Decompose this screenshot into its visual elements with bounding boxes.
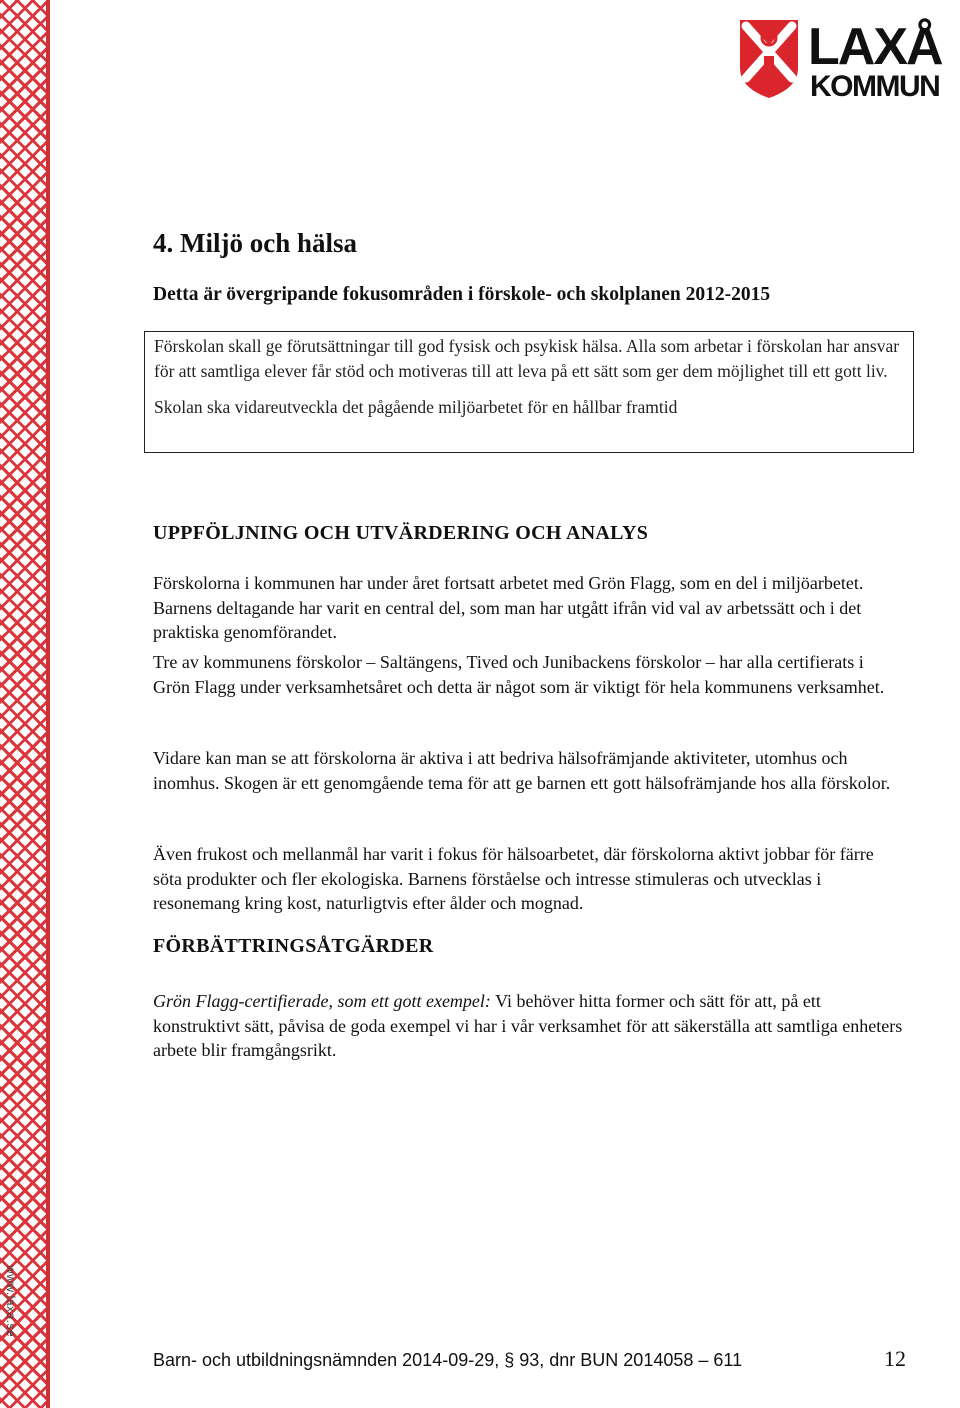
logo-line2: KOMMUN bbox=[810, 70, 940, 102]
focus-line-1: Förskolan skall ge förutsättningar till god fysisk och psykisk hälsa. Alla som arbetar i förskolan har ansvar för att samtliga elever får stöd och motiveras till att leva på ett sätt som ger dem möjlighet till ett gott liv. bbox=[154, 336, 900, 381]
logo-line1: LAXÅ bbox=[808, 18, 942, 76]
followup-paragraph-1: Förskolorna i kommunen har under året fortsatt arbetet med Grön Flagg, som en del i miljöarbetet. Barnens deltagande har varit en central del, som man har utgått ifrån vid val av arbetssätt och i det praktiska genomförandet. bbox=[153, 573, 864, 642]
improvements-paragraph bbox=[153, 989, 905, 1063]
laxa-kommun-logo bbox=[736, 6, 960, 102]
site-url: www.laxa.se bbox=[4, 1265, 18, 1338]
footer-text: Barn- och utbildningsnämnden 2014-09-29, § 93, dnr BUN 2014058 – 611 bbox=[153, 1350, 743, 1370]
followup-paragraph-3: Vidare kan man se att förskolorna är aktiva i att bedriva hälsofrämjande aktiviteter, utomhus och inomhus. Skogen är ett genomgående tema för att ge barnen ett gott hälsofrämjande hos alla förskolor. bbox=[153, 748, 891, 793]
improvements-heading: FÖRBÄTTRINGSÅTGÄRDER bbox=[153, 935, 434, 957]
followup-paragraph-4: Även frukost och mellanmål har varit i fokus för hälsoarbetet, där förskolorna aktivt jobbar för färre söta produkter och fler ekologiska. Barnens förståelse och intresse stimuleras och utvecklas i resonemang kring kost, naturligtvis efter ålder och mognad. bbox=[153, 844, 874, 913]
improvements-body: Vi behöver hitta former och sätt för att, på ett konstruktivt sätt, påvisa de goda exempel vi har i vår verksamhet för att säkerställa att samtliga enheters arbete blir framgångsrikt. bbox=[153, 991, 903, 1060]
page-number: 12 bbox=[884, 1346, 906, 1371]
followup-heading: UPPFÖLJNING OCH UTVÄRDERING OCH ANALYS bbox=[153, 522, 649, 544]
focus-box bbox=[144, 331, 914, 453]
section-title: 4. Miljö och hälsa bbox=[153, 228, 358, 258]
focus-heading: Detta är övergripande fokusområden i förskole- och skolplanen 2012-2015 bbox=[153, 284, 771, 305]
improvements-lead: Grön Flagg-certifierade, som ett gott exempel: bbox=[153, 991, 491, 1011]
decorative-border bbox=[0, 0, 50, 1408]
followup-paragraph-2: Tre av kommunens förskolor – Saltängens, Tived och Junibackens förskolor – har alla certifierats i Grön Flagg under verksamhetsåret och detta är något som är viktigt för hela kommunens verksamhet. bbox=[153, 652, 885, 697]
coat-of-arms-icon bbox=[740, 20, 798, 98]
focus-line-2: Skolan ska vidareutveckla det pågående miljöarbetet för en hållbar framtid bbox=[154, 397, 678, 417]
